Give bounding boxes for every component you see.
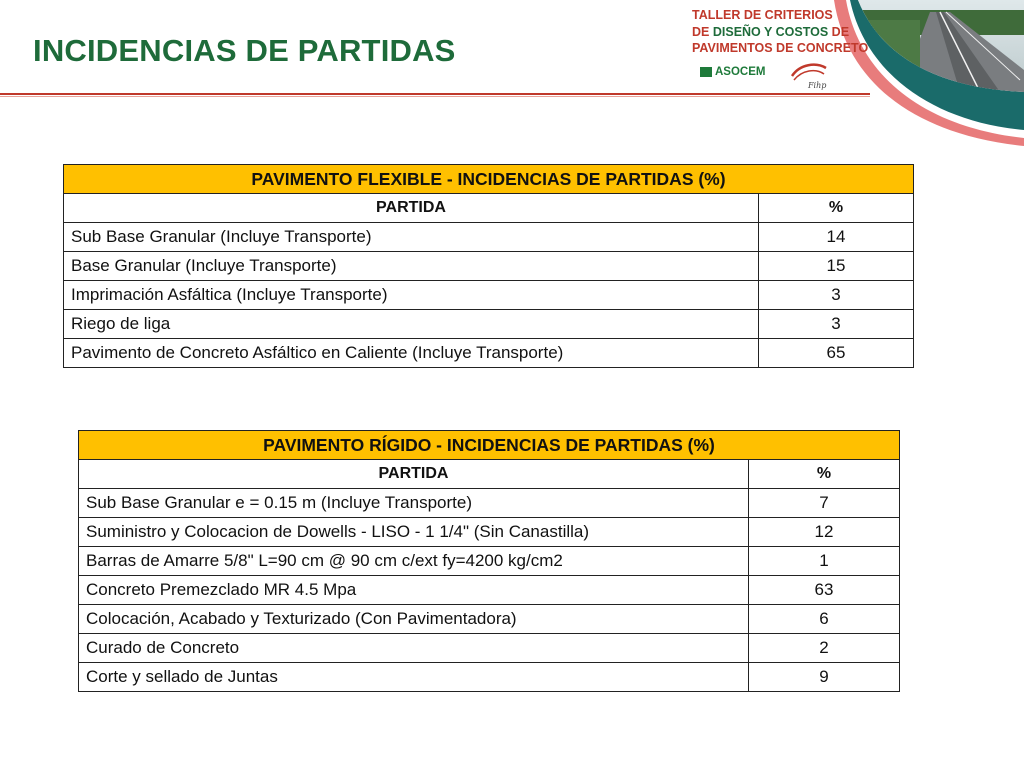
table-row <box>79 518 900 547</box>
percent-cell: 3 <box>759 310 914 339</box>
column-header-percent: % <box>749 460 900 489</box>
percent-cell: 2 <box>749 634 900 663</box>
table-title: PAVIMENTO FLEXIBLE - INCIDENCIAS DE PARTIDAS (%) <box>64 165 914 194</box>
partida-cell: Riego de liga <box>64 310 759 339</box>
partida-cell: Curado de Concreto <box>79 634 749 663</box>
percent-cell: 7 <box>749 489 900 518</box>
table-row <box>64 252 914 281</box>
column-header-partida: PARTIDA <box>64 194 759 223</box>
percent-cell: 1 <box>749 547 900 576</box>
table-row <box>64 281 914 310</box>
table-row <box>79 489 900 518</box>
percent-cell: 6 <box>749 605 900 634</box>
table-row <box>64 339 914 368</box>
column-header-partida: PARTIDA <box>79 460 749 489</box>
table-row <box>79 547 900 576</box>
workshop-brand <box>692 7 868 57</box>
table-title-row <box>79 431 900 460</box>
table-header-row <box>79 460 900 489</box>
title-underline-shadow <box>0 96 870 97</box>
percent-cell: 63 <box>749 576 900 605</box>
column-header-percent: % <box>759 194 914 223</box>
partida-cell: Base Granular (Incluye Transporte) <box>64 252 759 281</box>
partida-cell: Pavimento de Concreto Asfáltico en Caliente (Incluye Transporte) <box>64 339 759 368</box>
asocem-mark-icon <box>700 67 712 77</box>
fihp-logo <box>788 58 830 90</box>
table-header-row <box>64 194 914 223</box>
table-row <box>64 223 914 252</box>
percent-cell: 65 <box>759 339 914 368</box>
svg-text:Fihp: Fihp <box>808 81 827 90</box>
table-title: PAVIMENTO RÍGIDO - INCIDENCIAS DE PARTIDAS (%) <box>79 431 900 460</box>
flexible-pavement-table <box>63 164 914 368</box>
partida-cell: Suministro y Colocacion de Dowells - LISO - 1 1/4" (Sin Canastilla) <box>79 518 749 547</box>
percent-cell: 12 <box>749 518 900 547</box>
asocem-logo: ASOCEM <box>700 66 765 78</box>
percent-cell: 15 <box>759 252 914 281</box>
partida-cell: Concreto Premezclado MR 4.5 Mpa <box>79 576 749 605</box>
title-underline <box>0 93 870 95</box>
partida-cell: Corte y sellado de Juntas <box>79 663 749 692</box>
table-title-row <box>64 165 914 194</box>
percent-cell: 14 <box>759 223 914 252</box>
partida-cell: Sub Base Granular (Incluye Transporte) <box>64 223 759 252</box>
partida-cell: Colocación, Acabado y Texturizado (Con Pavimentadora) <box>79 605 749 634</box>
table-row <box>79 663 900 692</box>
percent-cell: 3 <box>759 281 914 310</box>
brand-line-2: DE DISEÑO Y COSTOS DE <box>692 24 850 39</box>
table-row <box>79 605 900 634</box>
percent-cell: 9 <box>749 663 900 692</box>
page-title: INCIDENCIAS DE PARTIDAS <box>33 33 456 68</box>
brand-line-1: TALLER DE CRITERIOS <box>692 8 833 22</box>
partida-cell: Imprimación Asfáltica (Incluye Transporte) <box>64 281 759 310</box>
brand-line-3: PAVIMENTOS DE CONCRETO <box>692 41 869 55</box>
header-decoration <box>0 0 1024 160</box>
table-row <box>64 310 914 339</box>
table-row <box>79 576 900 605</box>
partida-cell: Sub Base Granular e = 0.15 m (Incluye Transporte) <box>79 489 749 518</box>
rigid-pavement-table <box>78 430 900 692</box>
table-row <box>79 634 900 663</box>
partida-cell: Barras de Amarre 5/8" L=90 cm @ 90 cm c/ext fy=4200 kg/cm2 <box>79 547 749 576</box>
